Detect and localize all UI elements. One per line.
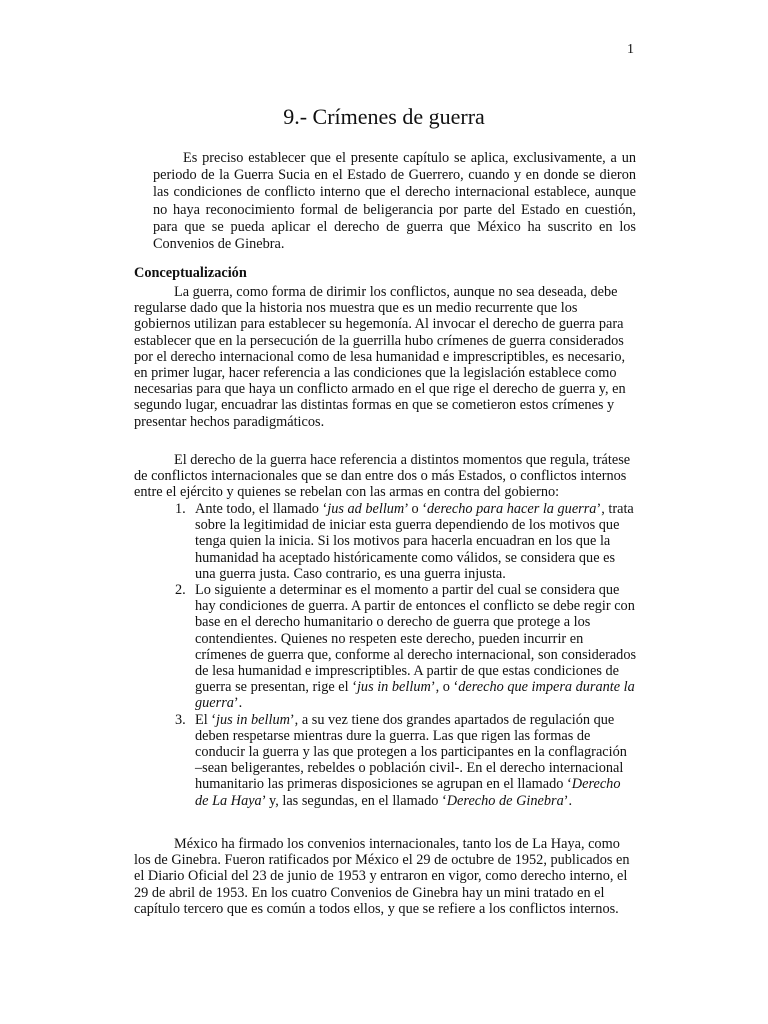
- paragraph-3: México ha firmado los convenios internacionales, tanto los de La Haya, como los de Ginebra. Fueron ratificados por México el 29 de octubre de 1952, publicados en el Diario Oficial del 23 de junio de 1953 y entraron en vigor, como derecho interno, el 29 de abril de 1953. En los cuatro Convenios de Ginebra hay un mini tratado en el capítulo tercero que es común a todos ellos, y que se refiere a los conflictos internos.: [134, 836, 630, 917]
- list-text: ’ y, las segundas, en el llamado ‘: [261, 792, 447, 809]
- paragraph-1: La guerra, como forma de dirimir los conflictos, aunque no sea deseada, debe regularse dado que la historia nos muestra que es un medio recurrente que los gobiernos utilizan para establecer su hegemonía. Al invocar el derecho de guerra para establecer que en la persecución de la guerrilla hubo crímenes de guerra considerados por el derecho internacional como de lesa humanidad e imprescriptibles, es necesario, en primer lugar, hacer referencia a las condiciones que la legislación establece como necesarias para que haya un conflicto armado en el que rige el derecho de guerra y, en segundo lugar, encuadrar las distintas formas en que se cometieron estos crímenes y presentar hechos paradigmáticos.: [134, 284, 626, 430]
- list-text: ’, o ‘: [430, 679, 459, 696]
- list-number: 2.: [175, 582, 186, 599]
- list-text: Ante todo, el llamado ‘: [195, 501, 328, 517]
- list-italic: Derecho de Ginebra: [446, 792, 564, 809]
- page-number: 1: [627, 42, 634, 57]
- list-item: [134, 501, 637, 582]
- list-item: [134, 712, 637, 809]
- list-text: ’ o ‘: [404, 501, 428, 517]
- numbered-list: [134, 501, 637, 809]
- list-text: ’.: [563, 792, 573, 809]
- list-text: El ‘: [195, 711, 217, 728]
- list-italic: jus in bellum: [216, 711, 290, 728]
- list-text: ’.: [233, 695, 243, 712]
- page-title: 9.- Crímenes de guerra: [283, 104, 485, 129]
- list-item: [134, 582, 637, 712]
- list-italic: derecho para hacer la guerra: [427, 501, 597, 517]
- list-number: 3.: [175, 711, 186, 728]
- paragraph-2: El derecho de la guerra hace referencia a distintos momentos que regula, trátese de conflictos internacionales que se dan entre dos o más Estados, o conflictos internos entre el ejército y quienes se rebelan con las armas en contra del gobierno:: [134, 452, 631, 501]
- list-text: ’, a su vez tiene dos grandes apartados de regulación que deben respetarse mientras dure la guerra. Las que rigen las formas de conducir la guerra y las que protegen a los participantes en la conflagración –sean beligerantes, rebeldes o población civil-. En el derecho internacional humanitario las primeras disposiciones se agrupan en el llamado ‘: [195, 711, 627, 793]
- section-heading: Conceptualización: [134, 265, 247, 281]
- list-number: 1.: [175, 501, 186, 517]
- list-italic: jus ad bellum: [327, 501, 405, 517]
- list-text: Lo siguiente a determinar es el momento a partir del cual se considera que hay condiciones de guerra. A partir de entonces el conflicto se debe regir con base en el derecho humanitario o derecho de guerra que protege a los contendientes. Quienes no respeten este derecho, pueden incurrir en crímenes de guerra que, conforme al derecho internacional, son considerados de lesa humanidad e imprescriptibles. A partir de que estas condiciones de guerra se presentan, rige el ‘: [195, 582, 637, 696]
- list-italic: Derecho de La Haya: [195, 776, 621, 809]
- list-italic: derecho que impera durante la guerra: [195, 679, 635, 712]
- list-italic: jus in bellum: [356, 679, 431, 696]
- intro-paragraph: Es preciso establecer que el presente capítulo se aplica, exclusivamente, a un periodo de la Guerra Sucia en el Estado de Guerrero, cuando y en donde se dieron las condiciones de conflicto interno que el derecho internacional establece, aunque no haya reconocimiento formal de beligerancia por parte del Estado en cuestión, para que se pueda aplicar el derecho de guerra que México ha suscrito en los Convenios de Ginebra.: [153, 150, 636, 253]
- list-text: ’, trata sobre la legitimidad de iniciar esta guerra dependiendo de los motivos que tenga quien la inicia. Si los motivos para hacerla encuadran en los que la humanidad ha aceptado históricamente como válidos, se considera que es una guerra justa. Caso contrario, es una guerra injusta.: [195, 501, 634, 582]
